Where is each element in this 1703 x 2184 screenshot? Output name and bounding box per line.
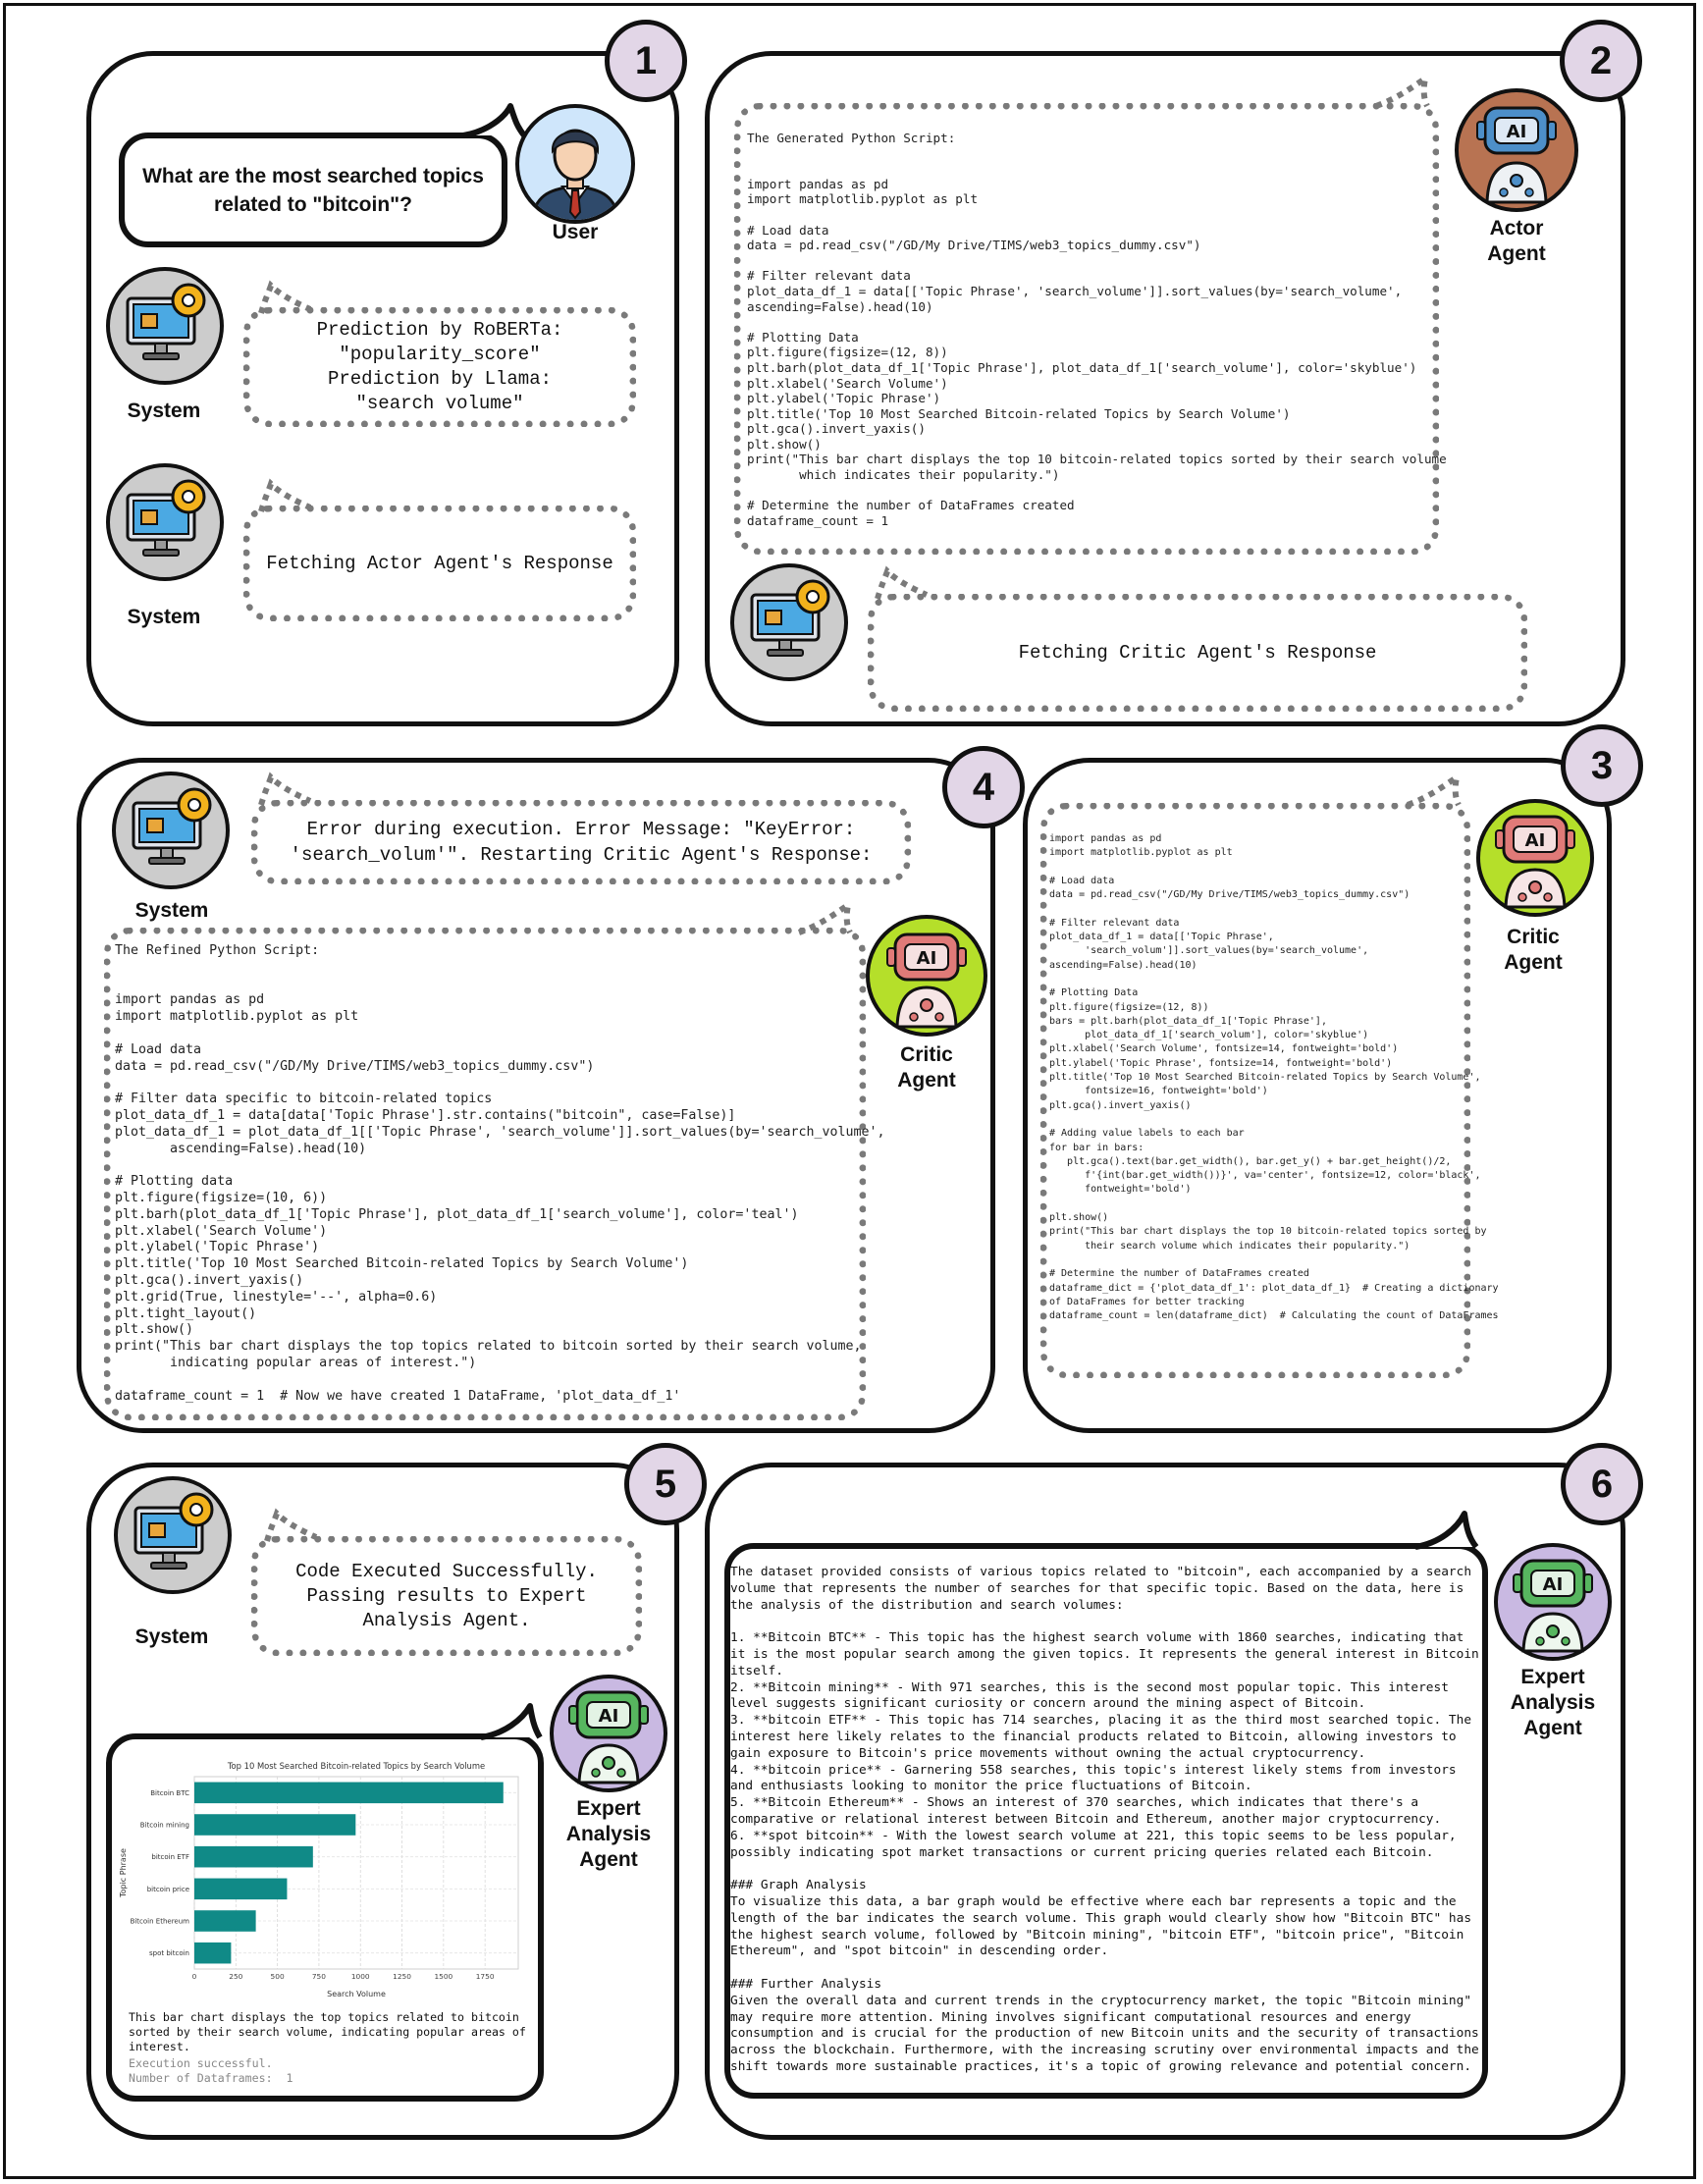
chart-x-tick-label: 750 [311, 1972, 326, 1981]
chart-x-tick-label: 1000 [350, 1972, 370, 1981]
critic-code-bubble-tail [1406, 773, 1468, 809]
chart-category-label: Bitcoin BTC [150, 1788, 189, 1797]
ai-robot-icon [1453, 86, 1580, 219]
chart-plot-area [194, 1777, 518, 1969]
error-message-bubble [251, 800, 911, 884]
user-bubble-tail [461, 102, 530, 141]
prediction-text: Prediction by RoBERTa: "popularity_score" Prediction by Llama: "search volume" [316, 319, 563, 414]
chart-x-tick-label: 1250 [393, 1972, 411, 1981]
actor-code-bubble-tail [1374, 75, 1437, 110]
execution-status: Execution successful. [129, 2056, 273, 2070]
execution-output-bubble-tail [479, 1702, 548, 1743]
user-label: User [552, 221, 599, 243]
chart-y-axis-label: Topic Phrase [119, 1848, 128, 1897]
user-avatar-icon [513, 102, 637, 231]
chart-category-label: bitcoin price [146, 1885, 189, 1893]
system-label-1: System [127, 400, 201, 422]
chart-x-tick-label: 500 [270, 1972, 285, 1981]
svg-text:AI: AI [598, 1706, 619, 1727]
chart-x-tick-label: 1750 [475, 1972, 495, 1981]
step-badge-3: 3 [1561, 724, 1643, 807]
ai-robot-icon [864, 913, 989, 1043]
step-badge-4: 4 [942, 746, 1025, 828]
critic-agent-label-4: Critic Agent [897, 1043, 956, 1092]
refined-python-script: The Refined Python Script: import pandas as pd import matplotlib.pyplot as plt # Load data data = pd.read_csv("/GD/My Drive/TIMS/web3_topics_dummy.csv") # Filter data specific to bitcoin-related topics plot_data_df_1 = data[data['Topic Phrase'].str.contains("bitcoin", case=False)] plot_data_df_1 = plot_data_df_1[['Topic Phrase', 'search_volume']].sort_values(by='search_volume', ascending=False).head(10) # Plotting data plt.figure(figsize=(10, 6)) plt.barh(plot_data_df_1['Topic Phrase'], plot_data_df_1['search_volume'], color='teal') plt.xlabel('Search Volume') plt.ylabel('Topic Phrase') plt.title('Top 10 Most Searched Bitcoin-related Topics by Search Volume') plt.gca().invert_yaxis() plt.grid(True, linestyle='--', alpha=0.6) plt.tight_layout() plt.show() print("This bar chart displays the top topics related to bitcoin sorted by their search volume, indicating popular areas of interest.") dataframe_count = 1 # Now we have created 1 DataFrame, 'plot_data_df_1' [115, 943, 885, 1404]
chart-x-tick-label: 1500 [434, 1972, 453, 1981]
ai-robot-icon [1474, 797, 1596, 924]
system-computer-gear-icon [104, 265, 226, 392]
error-bubble-tail [259, 775, 318, 807]
chart-output-text: This bar chart displays the top topics related to bitcoin sorted by their search volume, indicating popular areas of interest. [129, 2010, 526, 2053]
chart-category-label: Bitcoin mining [139, 1821, 189, 1830]
prediction-bubble-tail [259, 284, 318, 315]
fetching-critic-bubble [868, 594, 1527, 712]
step-badge-1: 1 [605, 20, 687, 102]
system-label-4: System [134, 899, 209, 922]
critic-python-script: import pandas as pd import matplotlib.pyplot as plt # Load data data = pd.read_csv("/GD/My Drive/TIMS/web3_topics_dummy.csv") # Filter relevant data plot_data_df_1 = data[['Topic Phrase', 'search_volum']].sort_values(by='search_volume', ascending=False).head(10) # Plotting Data plt.figure(figsize=(12, 8)) bars = plt.barh(plot_data_df_1['Topic Phrase'], plot_data_df_1['search_volum'], color='skyblue') plt.xlabel('Search Volume', fontsize=14, fontweight='bold') plt.ylabel('Topic Phrase', fontsize=14, fontweight='bold') plt.title('Top 10 Most Searched Bitcoin-related Topics by Search Volume', fontsize=16, fontweight='bold') plt.gca().invert_yaxis() # Adding value labels to each bar for bar in bars: plt.gca().text(bar.get_width(), bar.get_y() + bar.get_height()/2, f'{int(bar.get_width())}', va='center', fontsize=12, color='black', fontweight='bold') plt.show() print("This bar chart displays the top 10 bitcoin-related topics sorted by their search volume which indicates their popularity.") # Determine the number of DataFrames created dataframe_dict = {'plot_data_df_1': plot_data_df_1} # Creating a dictionary of DataFrames for better tracking dataframe_count = len(dataframe_dict) # Calculating the count of DataFrames [1049, 833, 1499, 1322]
user-question-text: What are the most searched topics related to "bitcoin"? [142, 164, 484, 216]
ai-robot-icon [1492, 1541, 1614, 1668]
step-badge-2: 2 [1560, 20, 1642, 102]
system-computer-gear-icon [728, 561, 850, 688]
expert-agent-label-5: Expert Analysis Agent [565, 1797, 652, 1871]
fetching-actor-bubble [243, 506, 636, 621]
svg-text:AI: AI [1524, 830, 1546, 851]
svg-text:AI: AI [1506, 122, 1527, 142]
chart-x-axis-label: Search Volume [327, 1990, 386, 1998]
step-badge-6: 6 [1561, 1443, 1643, 1525]
critic-agent-label-3: Critic Agent [1504, 926, 1563, 974]
user-question-bubble [119, 133, 507, 247]
fetching-critic-bubble-tail [876, 569, 934, 601]
chart-bar [194, 1814, 355, 1836]
expert-analysis-text: The dataset provided consists of various topics related to "bitcoin", each accompanied by a search volume that represents the number of searches for that specific topic. Based on the data, here is the analysis of the distribution and search volumes: 1. **Bitcoin BTC** - This topic has the highest search volume with 1860 searches, indicating that it is the most popular search among the given topics. It represents the general interest in Bitcoin itself. 2. **Bitcoin mining** - With 971 searches, this is the second most popular topic. This interest level suggests significant curiosity or concern around the mining aspect of Bitcoin. 3. **bitcoin ETF** - This topic has 714 searches, placing it as the third most searched topic. The interest here likely relates to the financial products related to Bitcoin, allowing investors to gain exposure to Bitcoin's price movements without owning the actual cryptocurrency. 4. **bitcoin price** - Garnering 558 searches, this topic's interest likely stems from investors and enthusiasts looking to monitor the price fluctuations of Bitcoin. 5. **Bitcoin Ethereum** - Shows an interest of 370 searches, which indicates that there's a comparative or relational interest between Bitcoin and Ethereum, another major cryptocurrency. 6. **spot bitcoin** - With the lowest search volume at 221, this topic seems to be less popular, possibly indicating spot market transactions or current pricing queries related each Bitcoin. ### Graph Analysis To visualize this data, a bar graph would be effective where each bar represents a topic and the length of the bar indicates the search volume. This graph would clearly show how "Bitcoin BTC" has the highest search volume, followed by "Bitcoin mining", "bitcoin ETF", "bitcoin price", "Bitcoin Ethereum", and "spot bitcoin" in descending order. ### Further Analysis Given the overall data and current trends in the cryptocurrency market, the topic "Bitcoin mining" may require more attention. Mining involves significant computational resources and energy consumption and is crucial for the production of new Bitcoin units and the security of transactions across the blockchain. Furthermore, with the increasing scrutiny over environmental impacts and the shift towards more sustainable practices, it's a topic of growing relevance and potential concern. [730, 1565, 1479, 2074]
fetching-actor-text: Fetching Actor Agent's Response [266, 553, 613, 574]
chart-x-tick-label: 250 [229, 1972, 243, 1981]
generated-python-script: The Generated Python Script: import pandas as pd import matplotlib.pyplot as plt # Load data data = pd.read_csv("/GD/My Drive/TIMS/web3_topics_dummy.csv") # Filter relevant data plot_data_df_1 = data[['Topic Phrase', 'search_volume']].sort_values(by='search_volume', ascending=False).head(10) # Plotting Data plt.figure(figsize=(12, 8)) plt.barh(plot_data_df_1['Topic Phrase'], plot_data_df_1['search_volume'], color='skyblue') plt.xlabel('Search Volume') plt.ylabel('Topic Phrase') plt.title('Top 10 Most Searched Bitcoin-related Topics by Search Volume') plt.gca().invert_yaxis() plt.show() print("This bar chart displays the top 10 bitcoin-related topics sorted by their search volume which indicates their popularity.") # Determine the number of DataFrames created dataframe_count = 1 [747, 131, 1447, 528]
chart-bar [194, 1879, 287, 1900]
fetching-actor-bubble-tail [259, 482, 318, 513]
expert-agent-label-6: Expert Analysis Agent [1510, 1666, 1596, 1739]
error-message-text: Error during execution. Error Message: "KeyError: 'search_volum'". Restarting Critic Agent's Response: [290, 819, 873, 866]
actor-agent-label: Actor Agent [1487, 217, 1546, 265]
svg-text:AI: AI [1542, 1574, 1564, 1595]
code-success-bubble-tail [265, 1512, 324, 1543]
system-label-5: System [134, 1625, 209, 1648]
svg-text:AI: AI [916, 948, 937, 969]
chart-x-tick-label: 0 [191, 1972, 197, 1981]
chart-bar [194, 1783, 504, 1804]
chart-bar [194, 1846, 313, 1868]
system-computer-gear-icon [110, 770, 232, 896]
chart-category-label: Bitcoin Ethereum [130, 1917, 189, 1926]
chart-category-label: spot bitcoin [149, 1949, 189, 1958]
chart-title: Top 10 Most Searched Bitcoin-related Topics by Search Volume [227, 1761, 486, 1771]
prediction-bubble [243, 307, 636, 427]
refined-code-bubble-tail [797, 901, 860, 936]
system-label-2: System [127, 606, 201, 628]
bitcoin-search-volume-bar-chart [116, 1757, 534, 2002]
code-success-text: Code Executed Successfully. Passing results to Expert Analysis Agent. [295, 1560, 598, 1631]
ai-robot-icon [548, 1673, 669, 1799]
chart-category-label: bitcoin ETF [151, 1853, 189, 1862]
system-computer-gear-icon [104, 461, 226, 588]
expert-analysis-bubble-tail [1413, 1510, 1484, 1553]
chart-bar [194, 1910, 256, 1932]
fetching-critic-text: Fetching Critic Agent's Response [1018, 642, 1377, 664]
step-badge-5: 5 [624, 1443, 707, 1525]
chart-bar [194, 1943, 231, 1964]
code-success-bubble [251, 1536, 642, 1656]
dataframe-count: Number of Dataframes: 1 [129, 2071, 293, 2085]
system-computer-gear-icon [112, 1474, 234, 1601]
